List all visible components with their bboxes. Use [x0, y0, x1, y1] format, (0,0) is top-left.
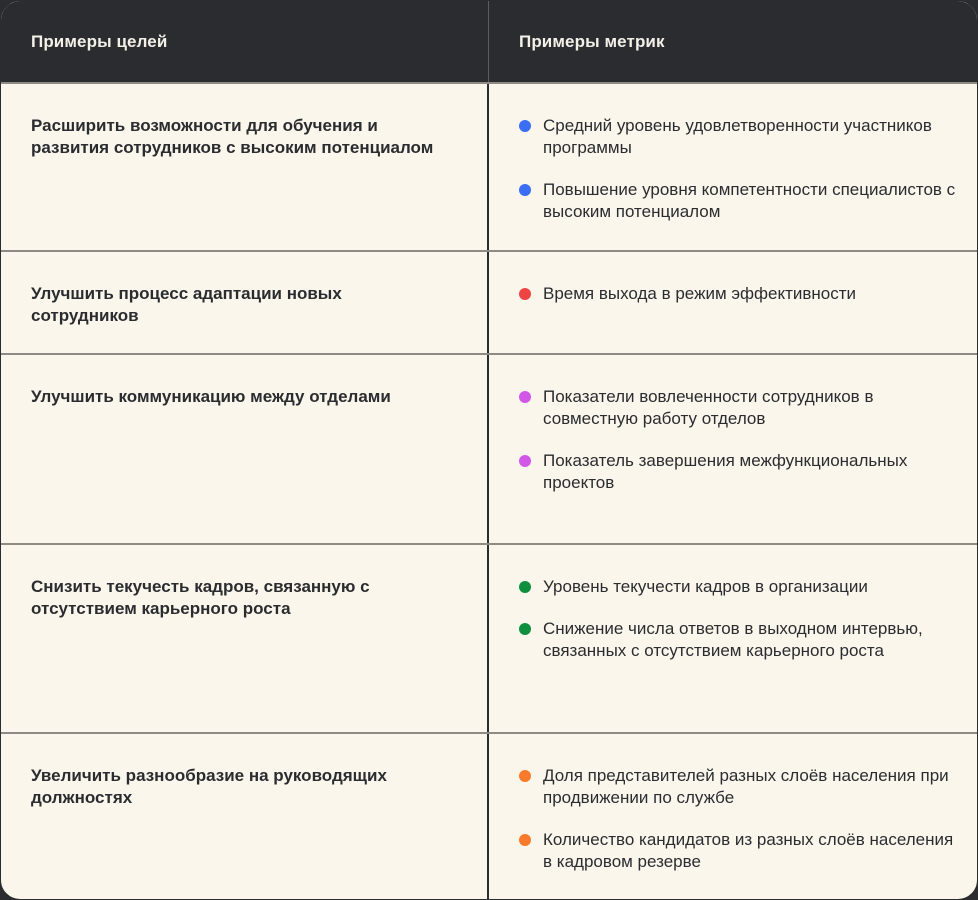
bullet-dot-icon	[519, 623, 531, 635]
metric-item	[519, 450, 957, 494]
metric-text: Средний уровень удовлетворенности участников программы	[543, 116, 932, 157]
metric-item	[519, 829, 957, 873]
metrics-cell	[489, 355, 977, 543]
bullet-dot-icon	[519, 391, 531, 403]
bullet-dot-icon	[519, 288, 531, 300]
metric-text: Количество кандидатов из разных слоёв населения в кадровом резерве	[543, 830, 954, 871]
metric-item	[519, 386, 957, 430]
bullet-dot-icon	[519, 455, 531, 467]
bullet-dot-icon	[519, 120, 531, 132]
bullet-dot-icon	[519, 581, 531, 593]
metrics-cell	[489, 545, 977, 732]
goal-cell: Снизить текучесть кадров, связанную с отсутствием карьерного роста	[1, 545, 489, 732]
metric-text: Повышение уровня компетентности специалистов с высоким потенциалом	[543, 180, 956, 221]
metric-text: Снижение числа ответов в выходном интервью, связанных с отсутствием карьерного роста	[543, 619, 923, 660]
metric-item	[519, 283, 957, 305]
metric-text: Доля представителей разных слоёв населения при продвижении по службе	[543, 766, 949, 807]
metric-item	[519, 179, 957, 223]
metric-text: Время выхода в режим эффективности	[543, 284, 857, 303]
metrics-cell	[489, 734, 977, 900]
header-goals: Примеры целей	[1, 1, 489, 82]
metrics-cell	[489, 84, 977, 250]
metric-item	[519, 765, 957, 809]
metric-text: Показатели вовлеченности сотрудников в совместную работу отделов	[543, 387, 874, 428]
metric-item	[519, 618, 957, 662]
metric-text: Уровень текучести кадров в организации	[543, 577, 868, 596]
goal-cell: Увеличить разнообразие на руководящих должностях	[1, 734, 489, 900]
metric-item	[519, 576, 957, 598]
bullet-dot-icon	[519, 184, 531, 196]
table-row	[1, 250, 977, 353]
header-metrics: Примеры метрик	[519, 32, 665, 51]
goal-cell: Расширить возможности для обучения и развития сотрудников с высоким потенциалом	[1, 84, 489, 250]
bullet-dot-icon	[519, 770, 531, 782]
table-row	[1, 543, 977, 732]
metric-text: Показатель завершения межфункциональных проектов	[543, 451, 908, 492]
metric-item	[519, 115, 957, 159]
goal-cell: Улучшить коммуникацию между отделами	[1, 355, 489, 543]
metrics-cell	[489, 252, 977, 353]
goal-cell: Улучшить процесс адаптации новых сотрудников	[1, 252, 489, 353]
table-row	[1, 353, 977, 543]
table-row	[1, 82, 977, 250]
table-row	[1, 732, 977, 900]
bullet-dot-icon	[519, 834, 531, 846]
table-header	[1, 1, 977, 82]
